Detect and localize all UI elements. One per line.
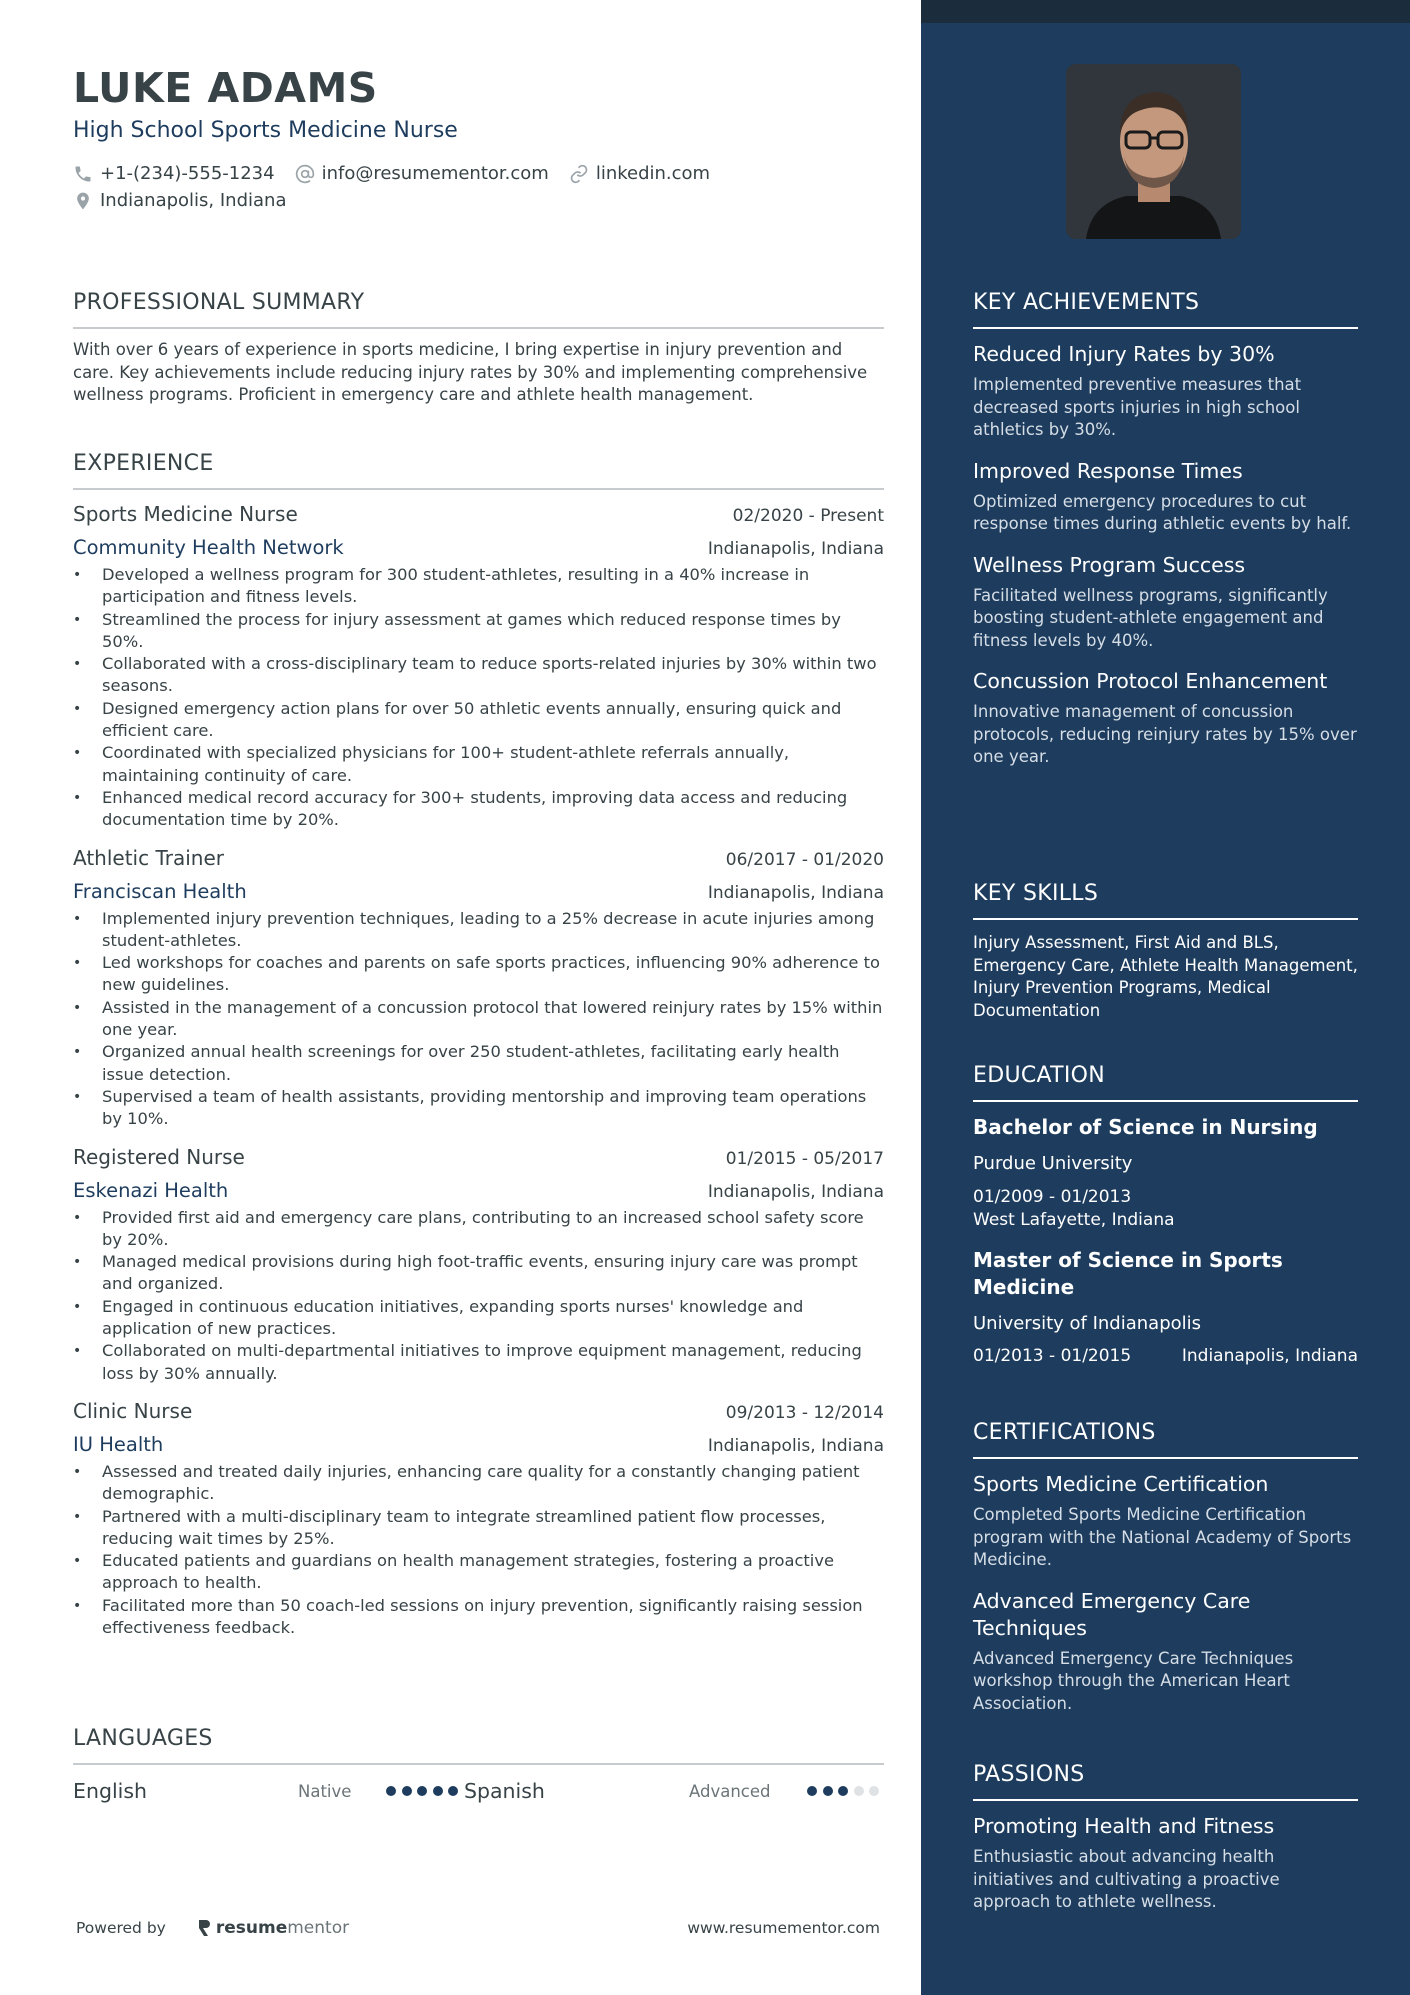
certification-title: Advanced Emergency Care Techniques	[973, 1588, 1251, 1640]
job-bullet: • Streamlined the process for injury assessment at games which reduced response times by 50%.	[73, 609, 884, 654]
contact-location	[73, 190, 287, 211]
powered-by	[76, 1918, 349, 1938]
job-bullet: • Enhanced medical record accuracy for 300+ students, improving data access and reducing documentation time by 20%.	[73, 787, 884, 832]
at-sign-icon	[295, 164, 315, 184]
education-location: Indianapolis, Indiana	[1181, 1346, 1358, 1366]
job-bullet: • Assessed and treated daily injuries, enhancing care quality for a constantly changing patient demographic.	[73, 1461, 884, 1506]
education-school: University of Indianapolis	[973, 1313, 1202, 1334]
certifications-section	[973, 1420, 1358, 1715]
job-location: Indianapolis, Indiana	[707, 882, 884, 903]
job-bullet: • Organized annual health screenings for over 250 student-athletes, facilitating early health issue detection.	[73, 1041, 884, 1086]
job-company: IU Health	[73, 1432, 164, 1456]
language-name: English	[73, 1779, 148, 1803]
job-role: Clinic Nurse	[73, 1398, 193, 1423]
job-role: Registered Nurse	[73, 1144, 245, 1169]
passions-section	[973, 1762, 1358, 1914]
contact-email[interactable]	[295, 163, 549, 184]
rating-dot-filled	[402, 1786, 412, 1796]
job-bullet: • Engaged in continuous education initiatives, expanding sports nurses' knowledge and application of new practices.	[73, 1296, 884, 1341]
job-entry	[73, 502, 884, 832]
skills-text: Injury Assessment, First Aid and BLS, Emergency Care, Athlete Health Management, Injury Prevention Programs, Medical Documentation	[973, 933, 1358, 1020]
rating-dot-filled	[433, 1786, 443, 1796]
summary-text: With over 6 years of experience in sports medicine, I bring expertise in injury prevention and care. Key achievements include reducing injury rates by 30% and implementing comprehensive wellness programs. Proficient in emergency care and athlete health management.	[73, 340, 868, 404]
footer-website-link[interactable]: www.resumementor.com	[687, 1919, 880, 1937]
achievement-desc: Facilitated wellness programs, significantly boosting student-athlete engagement and fitness levels by 40%.	[973, 585, 1328, 650]
job-bullet: • Implemented injury prevention techniques, leading to a 25% decrease in acute injuries among student-athletes.	[73, 908, 884, 953]
education-item	[973, 1247, 1358, 1366]
job-location: Indianapolis, Indiana	[707, 1181, 884, 1202]
candidate-title: High School Sports Medicine Nurse	[73, 118, 458, 143]
language-item	[73, 1779, 464, 1803]
rating-dot-filled	[838, 1786, 848, 1796]
language-name: Spanish	[463, 1779, 545, 1803]
job-bullet: • Collaborated on multi-departmental initiatives to improve equipment management, reducing loss by 30% annually.	[73, 1340, 884, 1385]
job-bullet: • Supervised a team of health assistants, providing mentorship and improving team operations by 10%.	[73, 1086, 884, 1131]
language-rating	[807, 1786, 885, 1796]
powered-by-label: Powered by	[76, 1919, 166, 1937]
certifications-heading: CERTIFICATIONS	[973, 1420, 1358, 1459]
rating-dot-filled	[386, 1786, 396, 1796]
contact-linkedin[interactable]	[569, 163, 710, 184]
language-item	[464, 1779, 885, 1803]
rating-dot-empty	[869, 1786, 879, 1796]
achievement-desc: Implemented preventive measures that decreased sports injuries in high school athletics by 30%.	[973, 375, 1302, 439]
location-text: Indianapolis, Indiana	[100, 190, 287, 211]
rating-dot-filled	[448, 1786, 458, 1796]
job-bullets	[73, 1461, 884, 1639]
phone-icon	[73, 164, 93, 184]
education-degree: Master of Science in Sports Medicine	[973, 1248, 1283, 1299]
passion-title: Promoting Health and Fitness	[973, 1814, 1275, 1838]
certification-title: Sports Medicine Certification	[973, 1472, 1269, 1496]
job-entry	[73, 1399, 884, 1639]
contact-phone[interactable]	[73, 163, 275, 184]
resumementor-logo-icon	[196, 1918, 212, 1938]
job-company: Community Health Network	[73, 536, 344, 559]
achievement-desc: Innovative management of concussion protocols, reducing reinjury rates by 15% over one year.	[973, 702, 1357, 766]
education-heading: EDUCATION	[973, 1063, 1358, 1102]
skills-section	[973, 881, 1358, 1022]
language-level: Native	[298, 1781, 352, 1801]
languages-section	[73, 1726, 884, 1805]
certification-desc: Completed Sports Medicine Certification program with the National Academy of Sports Medicine.	[973, 1505, 1352, 1569]
contact-info	[73, 160, 893, 214]
job-location: Indianapolis, Indiana	[707, 539, 884, 559]
education-item	[973, 1114, 1358, 1231]
sidebar-top-bar	[921, 0, 1410, 23]
summary-section	[73, 290, 884, 407]
achievement-title: Reduced Injury Rates by 30%	[973, 342, 1275, 366]
profile-photo	[1066, 64, 1241, 239]
achievement-item	[973, 458, 1358, 536]
education-location: West Lafayette, Indiana	[973, 1209, 1175, 1230]
job-dates: 06/2017 - 01/2020	[725, 849, 884, 870]
summary-heading: PROFESSIONAL SUMMARY	[73, 290, 884, 329]
passion-item	[973, 1813, 1358, 1914]
job-dates: 01/2015 - 05/2017	[725, 1148, 884, 1169]
phone-text: +1-(234)-555-1234	[100, 163, 275, 184]
certification-item	[973, 1471, 1358, 1572]
job-bullets	[73, 908, 884, 1131]
profile-portrait-icon	[1066, 64, 1241, 239]
achievement-title: Concussion Protocol Enhancement	[973, 669, 1328, 693]
job-bullet: • Led workshops for coaches and parents on safe sports practices, influencing 90% adherence to new guidelines.	[73, 952, 884, 997]
candidate-name: LUKE ADAMS	[73, 64, 378, 112]
job-dates: 02/2020 - Present	[732, 506, 884, 526]
achievement-desc: Optimized emergency procedures to cut response times during athletic events by half.	[973, 491, 1352, 533]
sidebar	[921, 0, 1410, 1995]
language-rating	[386, 1786, 464, 1796]
email-text: info@resumementor.com	[321, 163, 549, 184]
achievement-item	[973, 341, 1358, 442]
job-bullets	[73, 1207, 884, 1385]
job-bullet: • Designed emergency action plans for over 50 athletic events annually, ensuring quick and efficient care.	[73, 698, 884, 743]
job-bullet: • Provided first aid and emergency care plans, contributing to an increased school safety score by 20%.	[73, 1207, 884, 1252]
achievements-heading: KEY ACHIEVEMENTS	[973, 290, 1358, 329]
education-dates: 01/2009 - 01/2013	[973, 1187, 1132, 1207]
achievement-title: Wellness Program Success	[973, 552, 1246, 577]
linkedin-text: linkedin.com	[595, 163, 711, 184]
job-company: Franciscan Health	[73, 879, 247, 903]
education-school: Purdue University	[973, 1153, 1133, 1174]
job-role: Sports Medicine Nurse	[73, 502, 298, 526]
job-location: Indianapolis, Indiana	[707, 1435, 884, 1456]
languages-heading: LANGUAGES	[73, 1726, 884, 1765]
job-bullet: • Collaborated with a cross-disciplinary team to reduce sports-related injuries by 30% within two seasons.	[73, 653, 884, 698]
job-entry	[73, 846, 884, 1131]
page-footer	[76, 1918, 880, 1938]
education-meta	[973, 1186, 1358, 1231]
job-bullet: • Educated patients and guardians on health management strategies, fostering a proactive approach to health.	[73, 1550, 884, 1595]
education-dates: 01/2013 - 01/2015	[973, 1346, 1132, 1366]
achievement-item	[973, 552, 1358, 653]
job-bullet: • Developed a wellness program for 300 student-athletes, resulting in a 40% increase in participation and fitness levels.	[73, 564, 884, 609]
education-meta	[973, 1346, 1358, 1366]
location-pin-icon	[73, 191, 93, 211]
experience-heading: EXPERIENCE	[73, 451, 884, 490]
job-bullet: • Facilitated more than 50 coach-led sessions on injury prevention, significantly raising session effectiveness feedback.	[73, 1595, 884, 1640]
certification-item	[973, 1588, 1358, 1716]
skills-heading: KEY SKILLS	[973, 881, 1358, 920]
job-bullet: • Managed medical provisions during high foot-traffic events, ensuring injury care was prompt and organized.	[73, 1251, 884, 1296]
passions-heading: PASSIONS	[973, 1762, 1358, 1801]
rating-dot-filled	[823, 1786, 833, 1796]
job-bullet: • Assisted in the management of a concussion protocol that lowered reinjury rates by 15% within one year.	[73, 997, 884, 1042]
achievement-item	[973, 668, 1358, 769]
job-bullet: • Partnered with a multi-disciplinary team to integrate streamlined patient flow processes, reducing wait times by 25%.	[73, 1506, 884, 1551]
rating-dot-filled	[417, 1786, 427, 1796]
achievements-section	[973, 290, 1358, 769]
education-degree: Bachelor of Science in Nursing	[973, 1115, 1318, 1139]
job-dates: 09/2013 - 12/2014	[725, 1402, 884, 1423]
achievement-title: Improved Response Times	[973, 458, 1243, 483]
certification-desc: Advanced Emergency Care Techniques workshop through the American Heart Association.	[973, 1648, 1294, 1713]
experience-section	[73, 451, 884, 1639]
language-level: Advanced	[688, 1781, 771, 1801]
link-icon	[569, 164, 589, 184]
job-bullet: • Coordinated with specialized physicians for 100+ student-athlete referrals annually, maintaining continuity of care.	[73, 742, 884, 787]
rating-dot-filled	[807, 1786, 817, 1796]
job-company: Eskenazi Health	[73, 1178, 229, 1202]
brand-logo[interactable]	[196, 1918, 349, 1938]
education-section	[973, 1063, 1358, 1366]
job-role: Athletic Trainer	[73, 845, 224, 870]
brand-name-b: mentor	[287, 1918, 350, 1938]
job-entry	[73, 1145, 884, 1385]
job-bullets	[73, 564, 884, 832]
passion-desc: Enthusiastic about advancing health initiatives and cultivating a proactive approach to athlete wellness.	[973, 1847, 1280, 1911]
rating-dot-empty	[854, 1786, 864, 1796]
brand-name-a: resume	[215, 1918, 288, 1938]
